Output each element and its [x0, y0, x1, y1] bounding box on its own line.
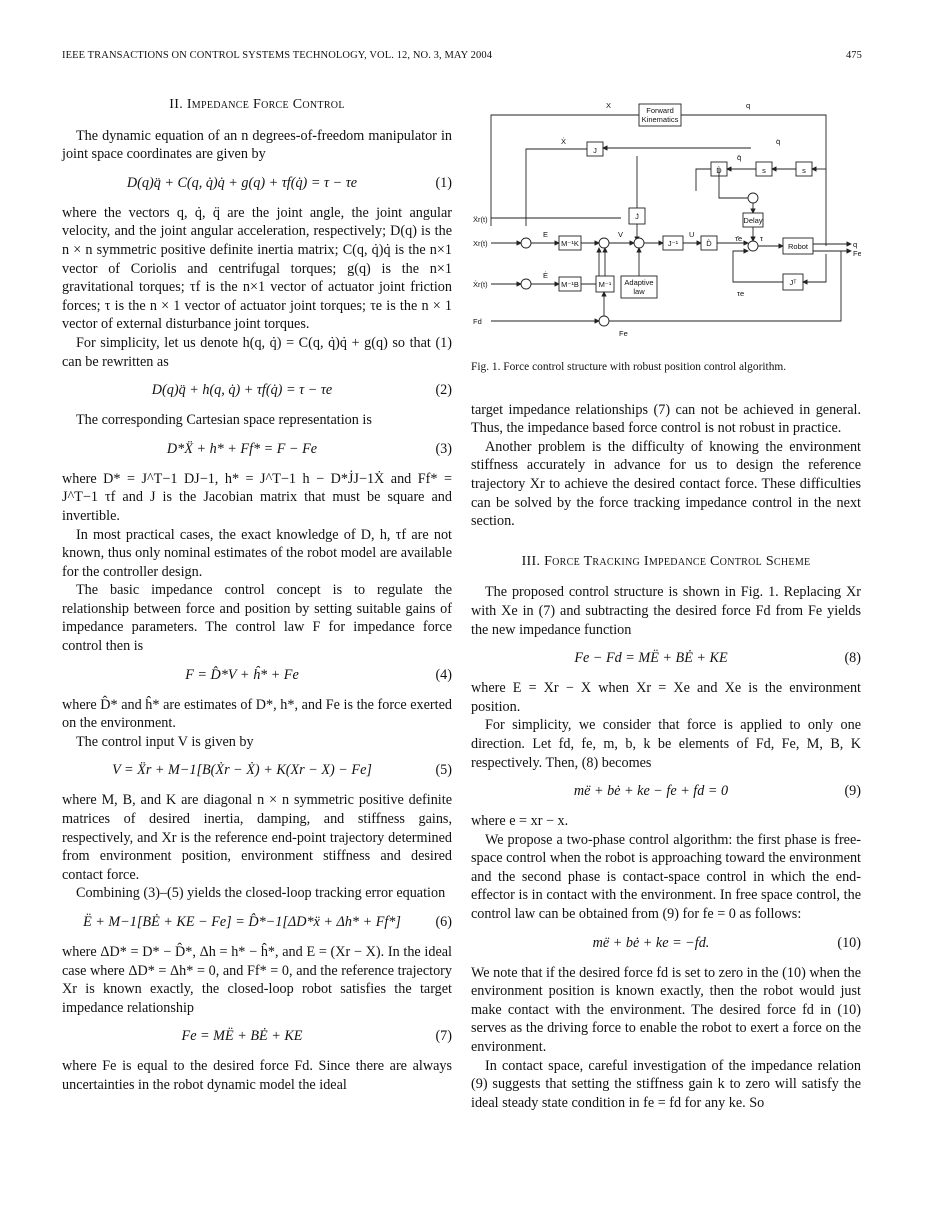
equation-body: D*Ẍ + h* + Ff* = F − Fe [166, 440, 318, 457]
label-qout: q [853, 240, 858, 249]
label-dhat: D̂ [716, 166, 722, 175]
label-fk-2: Kinematics [641, 115, 679, 124]
sum-junction [748, 193, 758, 203]
paragraph: where the vectors q, q̇, q̈ are the joint angle, the joint angular velocity, and the joint angular acceleration, respectively; D(q) is the n × n symmetric positive definite inertia matrix; C(q, q̇)q̇ is the n×1 vector of Coriolis and centrifugal torques; g(q) is the n×1 gravitational torques; τf is the n×1 vector of actuator joint friction forces; τ is the n × 1 vector of actuator joint torques; τe is the n × 1 vector of external disturbance joint torques. [62, 204, 452, 333]
equation-number: (7) [435, 1028, 452, 1045]
label-X: X [606, 101, 612, 110]
equation-5 [62, 760, 452, 782]
label-fk-1: Forward [646, 106, 674, 115]
right-column [471, 96, 861, 1112]
label-jdot: J̇ [635, 212, 639, 221]
label-delay: Delay [743, 216, 763, 225]
paragraph: where Fe is equal to the desired force Fd. Since there are always uncertainties in the robot dynamic model the ideal [62, 1058, 452, 1093]
label-xrdd: Ẍr(t) [473, 215, 488, 224]
label-adaptive-2: law [633, 287, 645, 296]
left-column [62, 96, 452, 1095]
equation-body: Fe = MË + BĖ + KE [181, 1028, 303, 1045]
label-taue-bar: τ̄e [735, 234, 743, 243]
paragraph: For simplicity, we consider that force is applied to only one direction. Let fd, fe, m, b, k be elements of Fd, Fe, M, B, K respectively. Then, (8) becomes [471, 717, 861, 771]
section-heading-ii [62, 96, 452, 115]
paragraph: where M, B, and K are diagonal n × n symmetric positive definite matrices of desired inertia, damping, and stiffness gains, respectively, and Xr is the reference end-point trajectory determined from environment position, environment stiffness and desired contact force. [62, 792, 452, 883]
label-mk: M⁻¹K [561, 239, 579, 248]
label-U: U [689, 230, 695, 239]
sum-junction [521, 238, 531, 248]
paragraph: The proposed control structure is shown in Fig. 1. Replacing Xr with Xe in (7) and subtracting the desired force Fd from Fe yields the new impedance function [471, 584, 861, 638]
label-qbar: q̄ [737, 153, 742, 162]
equation-body: më + bė + ke − fe + fd = 0 [573, 783, 729, 800]
equation-6 [62, 912, 452, 934]
label-E: E [543, 230, 549, 239]
label-fe: Fe [853, 249, 861, 258]
label-adaptive-1: Adaptive [624, 278, 654, 287]
label-minv: M⁻¹ [598, 280, 612, 289]
equation-2 [62, 380, 452, 402]
section-title: Impedance Force Control [186, 97, 345, 112]
label-mb: M⁻¹B [561, 280, 579, 289]
label-qdot: q̇ [776, 137, 781, 146]
label-tau: τ [760, 234, 763, 243]
equation-number: (4) [435, 666, 452, 683]
sum-junction [634, 238, 644, 248]
label-fd: Fd [473, 317, 482, 326]
equation-body: D(q)q̈ + h(q, q̇) + τf(q̇) = τ − τe [151, 382, 333, 399]
paragraph: where D* = J^T−1 DJ−1, h* = J^T−1 h − D*J̇J−1Ẋ and Ff* = J^T−1 τf and J is the Jacobian matrix that must be square and invertible. [62, 470, 452, 524]
equation-number: (2) [435, 382, 452, 399]
figure-caption: Fig. 1. Force control structure with robust position control algorithm. [471, 361, 787, 373]
equation-10 [471, 933, 861, 955]
block-diagram [471, 96, 861, 346]
label-dhat2: D̂ [706, 239, 712, 248]
equation-body: V = Ẍr + M−1[B(Ẋr − Ẋ) + K(Xr − X) − Fe] [112, 762, 372, 779]
paragraph: In most practical cases, the exact knowledge of D, h, τf are not known, thus only nominal estimates of the robot model are available for the controller design. [62, 526, 452, 580]
equation-7 [62, 1026, 452, 1048]
equation-number: (8) [844, 650, 861, 667]
equation-body: F = D̂*V + ĥ* + Fe [185, 666, 299, 683]
equation-number: (10) [837, 934, 861, 951]
section-number: II. [169, 97, 183, 112]
equation-9 [471, 781, 861, 803]
running-header [62, 50, 862, 66]
section-title: Force Tracking Impedance Control Scheme [544, 553, 811, 569]
equation-1 [62, 173, 452, 195]
paragraph: For simplicity, let us denote h(q, q̇) = C(q, q̇)q̇ + g(q) so that (1) can be rewritten as [62, 334, 452, 370]
label-Edot: Ė [543, 271, 549, 280]
sum-junction [599, 238, 609, 248]
label-jt: Jᵀ [789, 278, 797, 287]
label-taue: τe [737, 289, 745, 298]
label-J: J [593, 146, 597, 155]
paragraph: The control input V is given by [76, 733, 254, 750]
equation-body: Fe − Fd = MË + BĖ + KE [574, 650, 728, 667]
equation-number: (3) [435, 440, 452, 457]
page-number: 475 [845, 50, 862, 61]
paragraph: In contact space, careful investigation of the impedance relation (9) suggests that setting the stiffness gain k to zero will satisfy the ideal steady state condition in fe = fd for any ke. So [471, 1057, 861, 1111]
label-s1: s [762, 166, 766, 175]
sum-junction [599, 316, 609, 326]
label-s2: s [802, 166, 806, 175]
label-xr: Xr(t) [473, 239, 488, 248]
paragraph: We propose a two-phase control algorithm: the first phase is free-space control when the robot is approaching toward the environment and the second phase is contact-space control in which the end-effector is in contact with the environment. In free space control, the control law can be obtained from (9) for fe = 0 as follows: [471, 831, 861, 923]
paragraph: where e = xr − x. [471, 813, 569, 830]
equation-number: (9) [844, 783, 861, 800]
label-xrd: Ẋr(t) [473, 280, 488, 289]
equation-body: D(q)q̈ + C(q, q̇)q̇ + g(q) + τf(q̇) = τ − τe [126, 174, 358, 191]
equation-8 [471, 648, 861, 670]
figure-1 [471, 96, 861, 346]
paragraph: We note that if the desired force fd is set to zero in the (10) when the environment position is known exactly, then the robot would just make contact with the environment. The desired force fd in (10) serves as the driving force to enable the robot to exert a force on the environment. [471, 964, 861, 1056]
equation-body: më + bė + ke = −fd. [592, 934, 710, 951]
paragraph: The dynamic equation of an n degrees-of-freedom manipulator in joint space coordinates are given by [62, 127, 452, 163]
label-q: q [746, 101, 751, 110]
label-fe2: Fe [619, 329, 628, 338]
sum-junction [748, 241, 758, 251]
equation-number: (5) [435, 762, 452, 779]
label-robot: Robot [787, 242, 809, 251]
paragraph: Another problem is the difficulty of knowing the environment stiffness accurately in advance for us to design the reference trajectory Xr to achieve the desired contact force. These difficulties can be solved by the force tracking impedance control in the next section. [471, 438, 861, 530]
paragraph: The basic impedance control concept is to regulate the relationship between force and position by setting suitable gains of impedance parameters. The control law F for impedance force control then is [62, 582, 452, 655]
equation-4 [62, 665, 452, 687]
paragraph: target impedance relationships (7) can not be achieved in general. Thus, the impedance based force control is not robust in practice. [471, 401, 861, 437]
equation-body: Ë + M−1[BĖ + KE − Fe] = D̂*−1[ΔD*ẍ + Δh* + Ff*] [83, 914, 401, 930]
equation-number: (6) [435, 914, 452, 930]
section-number: III. [521, 553, 541, 569]
equation-number: (1) [435, 174, 452, 191]
paragraph: Combining (3)–(5) yields the closed-loop tracking error equation [76, 885, 446, 902]
label-xdot: Ẋ [561, 137, 567, 146]
paragraph: where ΔD* = D* − D̂*, Δh = h* − ĥ*, and E = (Xr − X). In the ideal case where ΔD* = Δh* = 0, and Ff* = 0, and the reference trajectory Xr is known exactly, the closed-loop robot satisfies the target impedance relationship [62, 944, 452, 1016]
label-V: V [618, 230, 624, 239]
journal-title: IEEE TRANSACTIONS ON CONTROL SYSTEMS TECHNOLOGY, VOL. 12, NO. 3, MAY 2004 [62, 50, 493, 61]
paragraph: The corresponding Cartesian space representation is [76, 412, 372, 429]
equation-3 [62, 439, 452, 461]
paragraph: where E = Xr − X when Xr = Xe and Xe is the environment position. [471, 680, 861, 715]
label-jinv: J⁻¹ [667, 239, 679, 248]
paragraph: where D̂* and ĥ* are estimates of D*, h*, and Fe is the force exerted on the environment. [62, 696, 452, 732]
sum-junction [521, 279, 531, 289]
section-heading-iii [471, 553, 861, 572]
